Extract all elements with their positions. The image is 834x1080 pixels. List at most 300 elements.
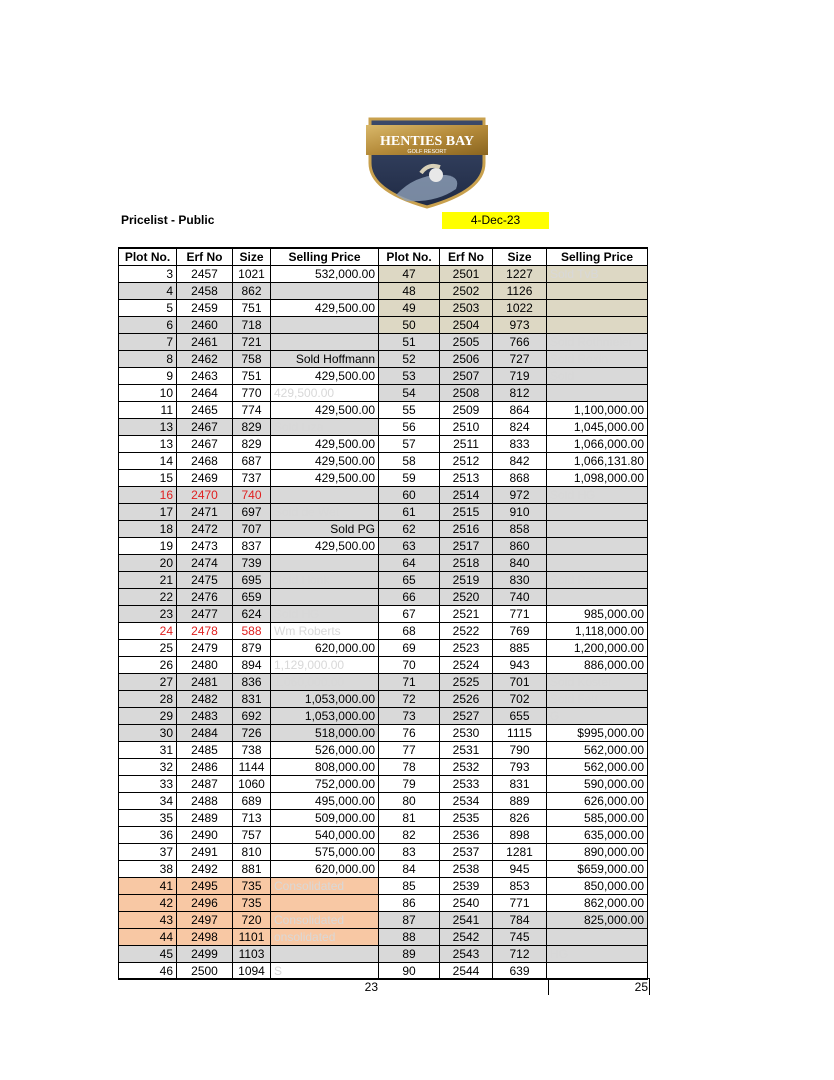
table-cell: 69	[379, 640, 440, 657]
table-cell: 2476	[177, 589, 233, 606]
table-cell: 2500	[177, 963, 233, 980]
table-cell: 639	[493, 963, 547, 980]
table-cell: 17	[119, 504, 177, 521]
table-cell: 21	[119, 572, 177, 589]
table-row	[119, 300, 648, 317]
table-cell: 2487	[177, 776, 233, 793]
table-cell: 1,060,000.00	[271, 674, 379, 691]
table-cell: 575,000.00	[271, 844, 379, 861]
table-cell: Sold de Wet	[271, 504, 379, 521]
table-row	[119, 725, 648, 742]
table-cell: 2458	[177, 283, 233, 300]
table-row	[119, 878, 648, 895]
table-cell: 2496	[177, 895, 233, 912]
table-cell: 766	[493, 334, 547, 351]
table-cell: 751	[233, 368, 271, 385]
table-row	[119, 436, 648, 453]
table-cell: 1,066,000.00	[547, 436, 648, 453]
table-cell: 1281	[493, 844, 547, 861]
table-cell: 2504	[440, 317, 493, 334]
table-cell: 80	[379, 793, 440, 810]
table-cell: 879	[233, 640, 271, 657]
table-cell: 2538	[440, 861, 493, 878]
table-cell: 829	[233, 436, 271, 453]
table-cell: 2459	[177, 300, 233, 317]
table-cell: 2503	[440, 300, 493, 317]
table-cell: Sold Paines	[547, 572, 648, 589]
table-cell: 985,000.00	[547, 606, 648, 623]
table-cell: 2511	[440, 436, 493, 453]
table-cell: 739	[233, 555, 271, 572]
table-row	[119, 470, 648, 487]
left-total: 23	[364, 980, 378, 994]
table-cell: 626,000.00	[547, 793, 648, 810]
table-cell: 540,000.00	[271, 827, 379, 844]
table-cell: 2495	[177, 878, 233, 895]
table-cell: 620,000.00	[271, 640, 379, 657]
table-cell	[271, 317, 379, 334]
table-cell: 2521	[440, 606, 493, 623]
table-cell: 1144	[233, 759, 271, 776]
table-cell: 22	[119, 589, 177, 606]
table-cell: 11	[119, 402, 177, 419]
table-cell	[547, 521, 648, 538]
table-cell: 429,500.00	[271, 368, 379, 385]
table-cell: 2467	[177, 436, 233, 453]
table-cell: 56	[379, 419, 440, 436]
table-cell: 655	[493, 708, 547, 725]
table-row	[119, 555, 648, 572]
table-cell: 2536	[440, 827, 493, 844]
table-cell	[271, 946, 379, 963]
table-cell: 830	[493, 572, 547, 589]
table-cell: 2518	[440, 555, 493, 572]
logo-line1: HENTIES BAY	[379, 134, 475, 149]
henties-bay-logo	[366, 113, 488, 209]
table-cell	[547, 300, 648, 317]
table-cell: 82	[379, 827, 440, 844]
table-cell: 864	[493, 402, 547, 419]
table-cell: 769	[493, 623, 547, 640]
table-cell: 1094	[233, 963, 271, 980]
table-cell: 2533	[440, 776, 493, 793]
table-row	[119, 946, 648, 963]
table-cell: 2465	[177, 402, 233, 419]
table-cell: 862,000.00	[547, 895, 648, 912]
table-cell: 726	[233, 725, 271, 742]
table-cell: 771	[493, 606, 547, 623]
table-cell: 2534	[440, 793, 493, 810]
table-cell	[547, 963, 648, 980]
table-cell: 2491	[177, 844, 233, 861]
table-row	[119, 827, 648, 844]
table-cell: 659	[233, 589, 271, 606]
table-cell: 68	[379, 623, 440, 640]
table-cell: 15	[119, 470, 177, 487]
table-cell: 27	[119, 674, 177, 691]
table-cell: 1,066,131.80	[547, 453, 648, 470]
table-cell: Sold Roxin	[547, 351, 648, 368]
totals-divider	[118, 978, 650, 979]
table-cell: 60	[379, 487, 440, 504]
table-cell: Sold TvB	[547, 266, 648, 283]
table-cell	[271, 334, 379, 351]
table-row	[119, 419, 648, 436]
table-cell: 2463	[177, 368, 233, 385]
table-cell	[547, 317, 648, 334]
table-cell: 718	[233, 317, 271, 334]
table-row	[119, 912, 648, 929]
table-cell: 793	[493, 759, 547, 776]
table-cell: 687	[233, 453, 271, 470]
table-row	[119, 317, 648, 334]
table-cell: 751	[233, 300, 271, 317]
divider	[548, 979, 549, 995]
table-cell: 721	[233, 334, 271, 351]
table-cell: Sold Honk	[271, 572, 379, 589]
table-cell: 825,000.00	[547, 912, 648, 929]
table-cell: 89	[379, 946, 440, 963]
table-cell: 31	[119, 742, 177, 759]
table-cell: 2482	[177, 691, 233, 708]
table-row	[119, 385, 648, 402]
table-cell: onsolidated	[271, 929, 379, 946]
table-cell: 1,200,000.00	[547, 640, 648, 657]
table-cell: 83	[379, 844, 440, 861]
table-cell: 2492	[177, 861, 233, 878]
table-cell: 562,000.00	[547, 759, 648, 776]
table-row	[119, 572, 648, 589]
table-cell: 429,500.00	[271, 300, 379, 317]
table-row	[119, 793, 648, 810]
table-cell: 2501	[440, 266, 493, 283]
table-cell: 1021	[233, 266, 271, 283]
table-cell: 88	[379, 929, 440, 946]
table-cell: 26	[119, 657, 177, 674]
table-cell: 2467	[177, 419, 233, 436]
table-row	[119, 640, 648, 657]
table-cell	[271, 283, 379, 300]
table-cell: 757	[233, 827, 271, 844]
table-cell: 831	[233, 691, 271, 708]
table-cell: 2510	[440, 419, 493, 436]
table-cell: 2532	[440, 759, 493, 776]
table-cell: 1022	[493, 300, 547, 317]
table-cell: 790	[493, 742, 547, 759]
table-cell: 824	[493, 419, 547, 436]
table-cell: 87	[379, 912, 440, 929]
table-cell: 2522	[440, 623, 493, 640]
table-cell: 1,098,000.00	[547, 470, 648, 487]
table-cell: 850,000.00	[547, 878, 648, 895]
table-cell: 2478	[177, 623, 233, 640]
table-cell: 532,000.00	[271, 266, 379, 283]
table-cell: 2539	[440, 878, 493, 895]
table-cell: 72	[379, 691, 440, 708]
table-cell: 2502	[440, 283, 493, 300]
table-cell: Wm Roberts	[271, 623, 379, 640]
col-header: Selling Price	[271, 248, 379, 266]
table-cell: 2488	[177, 793, 233, 810]
table-row	[119, 895, 648, 912]
table-cell: 5	[119, 300, 177, 317]
page-title: Pricelist - Public	[121, 213, 215, 227]
table-cell: 740	[233, 487, 271, 504]
table-cell: 73	[379, 708, 440, 725]
table-cell: 836	[233, 674, 271, 691]
table-row	[119, 487, 648, 504]
table-cell: 889	[493, 793, 547, 810]
table-cell: 85	[379, 878, 440, 895]
table-cell: Sold PG	[271, 521, 379, 538]
table-cell: 2541	[440, 912, 493, 929]
table-cell	[271, 555, 379, 572]
table-cell: 727	[493, 351, 547, 368]
col-header: Plot No.	[119, 248, 177, 266]
table-cell: 624	[233, 606, 271, 623]
col-header: Erf No	[177, 248, 233, 266]
table-cell: 1227	[493, 266, 547, 283]
table-cell: 812	[493, 385, 547, 402]
table-cell: 853	[493, 878, 547, 895]
table-row	[119, 657, 648, 674]
table-cell: 943	[493, 657, 547, 674]
table-cell: 2537	[440, 844, 493, 861]
table-cell: 2543	[440, 946, 493, 963]
table-row	[119, 674, 648, 691]
table-cell: $659,000.00	[547, 861, 648, 878]
table-cell: 719	[493, 368, 547, 385]
table-cell: 2481	[177, 674, 233, 691]
table-cell: 3	[119, 266, 177, 283]
table-cell: 71	[379, 674, 440, 691]
table-cell: 972	[493, 487, 547, 504]
table-cell: 2469	[177, 470, 233, 487]
table-row	[119, 334, 648, 351]
table-cell: 2483	[177, 708, 233, 725]
table-row	[119, 283, 648, 300]
right-total: 25	[634, 980, 648, 994]
table-cell: 65	[379, 572, 440, 589]
table-cell: 2531	[440, 742, 493, 759]
table-cell: 30	[119, 725, 177, 742]
table-cell: 45	[119, 946, 177, 963]
table-cell: 4	[119, 283, 177, 300]
table-cell: 1,053,000.00	[271, 691, 379, 708]
table-cell: 745	[493, 929, 547, 946]
table-cell: 2473	[177, 538, 233, 555]
table-cell: 78	[379, 759, 440, 776]
table-cell: 509,000.00	[271, 810, 379, 827]
table-row	[119, 623, 648, 640]
table-cell: 42	[119, 895, 177, 912]
table-cell	[547, 555, 648, 572]
table-cell	[547, 538, 648, 555]
table-cell: 2460	[177, 317, 233, 334]
table-cell: 2464	[177, 385, 233, 402]
table-cell: 885	[493, 640, 547, 657]
table-cell: 702	[493, 691, 547, 708]
table-cell: 697	[233, 504, 271, 521]
table-cell: 32	[119, 759, 177, 776]
table-row	[119, 351, 648, 368]
table-cell: 429,500.00	[271, 470, 379, 487]
table-cell: 2514	[440, 487, 493, 504]
table-cell: 2479	[177, 640, 233, 657]
table-row	[119, 606, 648, 623]
table-cell: 2490	[177, 827, 233, 844]
table-row	[119, 929, 648, 946]
table-cell	[271, 589, 379, 606]
table-cell: 2472	[177, 521, 233, 538]
table-cell: 2535	[440, 810, 493, 827]
table-row	[119, 368, 648, 385]
col-header: Size	[233, 248, 271, 266]
table-cell: 810	[233, 844, 271, 861]
table-cell: Sold Hoffmann	[271, 351, 379, 368]
table-cell: 2457	[177, 266, 233, 283]
table-cell: 41	[119, 878, 177, 895]
table-cell: 9	[119, 368, 177, 385]
table-cell: 740	[493, 589, 547, 606]
table-cell: 2486	[177, 759, 233, 776]
table-cell: 826	[493, 810, 547, 827]
table-cell: 695	[233, 572, 271, 589]
table-cell: 2475	[177, 572, 233, 589]
col-header: Plot No.	[379, 248, 440, 266]
table-cell: 2530	[440, 725, 493, 742]
table-cell: 770	[233, 385, 271, 402]
table-cell: 881	[233, 861, 271, 878]
table-row	[119, 861, 648, 878]
table-cell: 34	[119, 793, 177, 810]
table-cell: 6	[119, 317, 177, 334]
table-cell: 81	[379, 810, 440, 827]
table-cell: 38	[119, 861, 177, 878]
table-cell: 2506	[440, 351, 493, 368]
table-cell: 1,045,000.00	[547, 419, 648, 436]
table-cell: 2497	[177, 912, 233, 929]
table-row	[119, 504, 648, 521]
table-cell: 1126	[493, 283, 547, 300]
table-row	[119, 742, 648, 759]
table-cell: 945	[493, 861, 547, 878]
table-cell: 429,500.00	[271, 402, 379, 419]
table-cell: 2498	[177, 929, 233, 946]
table-cell: 2512	[440, 453, 493, 470]
table-cell: Sold HG	[547, 487, 648, 504]
col-header: Size	[493, 248, 547, 266]
table-cell: 35	[119, 810, 177, 827]
table-cell: 1103	[233, 946, 271, 963]
table-cell: 2484	[177, 725, 233, 742]
table-cell: 49	[379, 300, 440, 317]
table-cell: 10	[119, 385, 177, 402]
table-cell	[271, 895, 379, 912]
table-cell: 48	[379, 283, 440, 300]
table-cell: 53	[379, 368, 440, 385]
table-cell: 890,000.00	[547, 844, 648, 861]
table-cell: 90	[379, 963, 440, 980]
table-cell: 24	[119, 623, 177, 640]
logo-line2: GOLF RESORT	[407, 149, 447, 155]
table-cell: 2505	[440, 334, 493, 351]
table-cell: 868	[493, 470, 547, 487]
table-cell: 20	[119, 555, 177, 572]
table-cell: 701	[493, 674, 547, 691]
table-cell: 620,000.00	[271, 861, 379, 878]
table-row	[119, 589, 648, 606]
table-cell: 774	[233, 402, 271, 419]
table-row	[119, 759, 648, 776]
table-cell: 720	[233, 912, 271, 929]
table-cell	[547, 283, 648, 300]
table-cell: 2471	[177, 504, 233, 521]
table-cell: 840	[493, 555, 547, 572]
table-row	[119, 776, 648, 793]
table-cell: G	[547, 708, 648, 725]
table-cell: 429,500.00	[271, 538, 379, 555]
table-cell: 2516	[440, 521, 493, 538]
table-cell: 712	[493, 946, 547, 963]
date-badge: 4-Dec-23	[442, 212, 549, 229]
table-cell: 1,118,000.00	[547, 623, 648, 640]
table-cell: 33	[119, 776, 177, 793]
table-row	[119, 521, 648, 538]
table-row	[119, 691, 648, 708]
table-cell: 62	[379, 521, 440, 538]
table-cell: 829	[233, 419, 271, 436]
table-cell: 23	[119, 606, 177, 623]
table-cell: 784	[493, 912, 547, 929]
table-cell: 894	[233, 657, 271, 674]
table-cell	[547, 589, 648, 606]
table-cell: $995,000.00	[547, 725, 648, 742]
table-cell: 19	[119, 538, 177, 555]
table-cell: Consolidated	[271, 878, 379, 895]
table-cell: 36	[119, 827, 177, 844]
table-row	[119, 266, 648, 283]
table-cell: 50	[379, 317, 440, 334]
table-cell: 1,053,000.00	[271, 708, 379, 725]
table-cell: 2462	[177, 351, 233, 368]
table-cell: 518,000.00	[271, 725, 379, 742]
table-cell: 63	[379, 538, 440, 555]
table-cell: 860	[493, 538, 547, 555]
table-cell: 2517	[440, 538, 493, 555]
divider	[649, 979, 650, 995]
table-cell: 29	[119, 708, 177, 725]
col-header: Selling Price	[547, 248, 648, 266]
table-cell: 55	[379, 402, 440, 419]
table-cell: 46	[119, 963, 177, 980]
table-cell: 831	[493, 776, 547, 793]
table-cell: 66	[379, 589, 440, 606]
table-cell	[547, 385, 648, 402]
table-cell: 1060	[233, 776, 271, 793]
table-cell: 707	[233, 521, 271, 538]
table-cell: 52	[379, 351, 440, 368]
table-cell: 1,129,000.00	[271, 657, 379, 674]
pricelist-table	[118, 247, 648, 980]
table-cell: 910	[493, 504, 547, 521]
table-cell: 713	[233, 810, 271, 827]
table-cell: 44	[119, 929, 177, 946]
table-cell: 14	[119, 453, 177, 470]
table-cell: 2474	[177, 555, 233, 572]
table-cell: 735	[233, 878, 271, 895]
table-cell: 886,000.00	[547, 657, 648, 674]
